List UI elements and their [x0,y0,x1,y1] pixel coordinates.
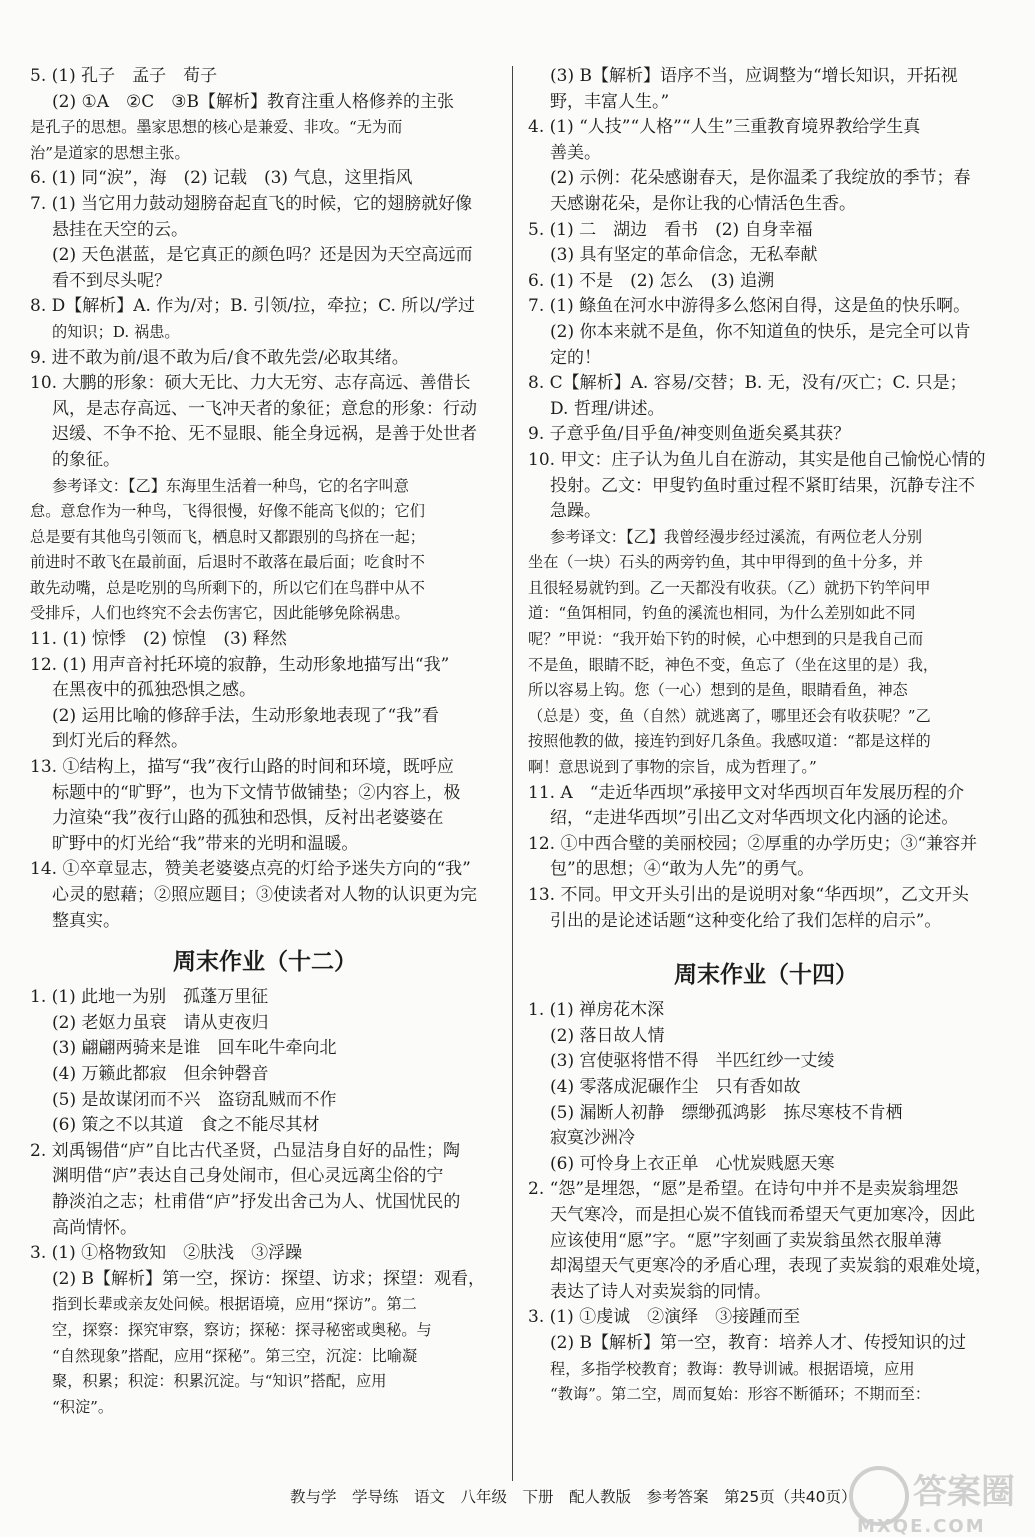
answer-line: 啊！意思说到了事物的宗旨，成为哲理了。” [528,758,817,777]
answer-line: 3. (1) ①虔诚 ②演绎 ③接踵而至 [528,1307,801,1328]
answer-line: “自然现象”搭配，应用“探秘”。第三空，沉淀：比喻凝 [52,1346,418,1365]
answer-line: 引出的是论述话题“这种变化给了我们怎样的启示”。 [550,910,942,931]
section-title-12: 周末作业（十二） [173,949,357,976]
answer-line: 敢先动嘴，总是吃别的鸟所剩下的，所以它们在鸟群中从不 [30,578,425,597]
answer-line: (6) 策之不以其道 食之不能尽其材 [52,1115,320,1136]
watermark-logo [849,1466,1025,1537]
answer-line: (2) ①A ②C ③B【解析】教育注重人格修养的主张 [52,91,454,112]
answer-line: 1. (1) 禅房花木深 [528,1000,665,1021]
answer-line: 道：“鱼饵相同，钓鱼的溪流也相同，为什么差别如此不同 [528,604,916,623]
answer-line: (2) B【解析】第一空，教育：培养人才、传授知识的过 [550,1332,966,1353]
answer-line: （总是）变，鱼（自然）就逃离了，哪里还会有收获呢？”乙 [528,706,931,725]
page-footer: 教与学 学导练 语文 八年级 下册 配人教版 参考答案 第25页（共40页） [290,1488,857,1506]
answer-line: (2) 你本来就不是鱼，你不知道鱼的快乐，是完全可以肯 [550,321,971,342]
left-column [30,64,500,1420]
answer-line: 怠。意怠作为一种鸟，飞得很慢，好像不能高飞似的；它们 [30,502,425,521]
answer-line: 的象征。 [52,449,120,470]
answer-line: 13. 不同。甲文开头引出的是说明对象“华西坝”，乙文开头 [528,885,969,905]
answer-line: 渊明借“庐”表达自己身处闹市，但心灵远离尘俗的宁 [52,1166,444,1187]
answer-line: 呢？”甲说：“我开始下钓的时候，心中想到的只是我自己而 [528,630,924,649]
answer-line: 天气寒冷，而是担心炭不值钱而希望天气更加寒冷，因此 [550,1204,975,1225]
answer-line: 11. (1) 惊悸 (2) 惊惶 (3) 释然 [30,629,287,650]
answer-line: 14. ①卒章显志，赞美老婆婆点亮的灯给予迷失方向的“我” [30,859,471,880]
answer-line: 指到长辈或亲友处问候。根据语境，应用“探访”。第二 [52,1295,417,1314]
answer-line: 善美。 [550,142,601,163]
answer-line: 参考译文：【乙】东海里生活着一种鸟，它的名字叫意 [52,476,409,495]
answer-line: 静淡泊之志；杜甫借“庐”抒发出舍己为人、忧国忧民的 [52,1191,461,1212]
answer-line: 整真实。 [52,910,120,931]
answer-line: (2) 老妪力虽衰 请从吏夜归 [52,1012,269,1033]
answer-line: 7. (1) 当它用力鼓动翅膀奋起直飞的时候，它的翅膀就好像 [30,193,473,214]
answer-line: 程，多指学校教育；教诲：教导训诫。根据语境，应用 [550,1359,915,1378]
answer-line: (5) 漏断人初静 缥缈孤鸿影 拣尽寒枝不肯栖 [550,1102,903,1123]
answer-line: 在黑夜中的孤独恐惧之感。 [52,680,256,701]
answer-line: 6. (1) 同“涙”，海 (2) 记载 (3) 气息，这里指风 [30,168,413,189]
answer-line: 的知识；D. 祸患。 [52,322,180,341]
answer-line: D. 哲理/讲述。 [550,398,665,419]
answer-line: 总是要有其他鸟引领而飞，栖息时又都跟别的鸟挤在一起； [30,527,425,546]
answer-line: 高尚情怀。 [52,1217,137,1238]
answer-line: 受排斥，人们也终究不会去伤害它，因此能够免除祸患。 [30,604,410,623]
answer-line: (4) 零落成泥碾作尘 只有香如故 [550,1076,801,1097]
answer-line: (2) 示例：花朵感谢春天，是你温柔了我绽放的季节；春 [550,168,971,189]
answer-line: 2. 刘禹锡借“庐”自比古代圣贤，凸显洁身自好的品性；陶 [30,1140,461,1161]
answer-line: 2. “怨”是埋怨，“愿”是希望。在诗句中并不是卖炭翁埋怨 [528,1179,959,1200]
answer-line: 聚，积累；积淀：积累沉淀。与“知识”搭配，应用 [52,1372,387,1391]
answer-line: (4) 万籁此都寂 但余钟磬音 [52,1063,269,1084]
answer-line: 到灯光后的释然。 [52,731,188,752]
left-answers-bottom [30,985,500,1420]
answer-line: 1. (1) 此地一为别 孤蓬万里征 [30,987,269,1008]
answer-line: (2) 运用比喻的修辞手法，生动形象地表现了“我”看 [52,705,439,726]
answer-line: 前进时不敢飞在最前面，后退时不敢落在最后面；吃食时不 [30,553,425,572]
answer-line: 看不到尽头呢？ [52,270,171,291]
answer-line: 且很轻易就钓到。乙一天都没有收获。（乙）就扔下钓竿问甲 [528,578,931,597]
answer-line: 参考译文：【乙】我曾经漫步经过溪流，有两位老人分别 [550,527,923,546]
answer-line: 是孔子的思想。墨家思想的核心是兼爱、非攻。“无为而 [30,118,403,137]
answer-line: 定的！ [550,347,601,368]
answer-line: 迟缓、不争不抢、旡不显眼、能全身远祸，是善于处世者 [52,424,477,445]
answer-line: 却渴望天气更寒冷的矛盾心理，表现了卖炭翁的艰难处境， [550,1256,992,1277]
right-answers-top [528,64,1004,934]
answer-line: 治”是道家的思想主张。 [30,143,190,162]
answer-line: (6) 可怜身上衣正单 心忧炭贱愿天寒 [550,1153,835,1174]
answer-line: 12. (1) 用声音衬托环境的寂静，生动形象地描写出“我” [30,654,450,675]
answer-line: (3) 具有坚定的革命信念，无私奉献 [550,245,818,266]
answer-line: 寂寞沙洲冷 [550,1128,635,1149]
answer-line: 9. 进不敢为前/退不敢为后/食不敢先尝/必取其绪。 [30,347,409,368]
answer-line: (3) 宫使驱将惜不得 半匹红纱一丈绫 [550,1051,835,1072]
answer-line: 旷野中的灯光给“我”带来的光明和温暖。 [52,833,359,854]
left-answers-top [30,64,500,934]
answer-line: 10. 大鹏的形象：硕大无比、力大无穷、志存高远、善借长 [30,373,471,394]
answer-line: 11. A “走近华西坝”承接甲文对华西坝百年发展历程的介 [528,782,965,803]
answer-line: (3) 翩翩两骑来是谁 回车叱牛牵向北 [52,1038,337,1059]
answer-line: 按照他教的做，接连钓到好几条鱼。我感叹道：“都是这样的 [528,732,931,751]
section-title-14: 周末作业（十四） [674,962,858,989]
answer-line: 天感谢花朵，是你让我的心情活色生香。 [550,193,856,214]
answer-line: 5. (1) 孔子 孟子 荀子 [30,66,218,86]
watermark-text: 答案圈 [913,1472,1015,1512]
answer-line: 坐在（一块）石头的两旁钓鱼，其中甲得到的鱼十分多，并 [528,553,923,572]
answer-line: 力渲染“我”夜行山路的孤独和恐惧，反衬出老婆婆在 [52,808,444,829]
answer-line: 13. ①结构上，描写“我”夜行山路的时间和环境，既呼应 [30,757,454,778]
answer-line: 心灵的慰藉；②照应题目；③使读者对人物的认识更为完 [52,885,477,905]
answer-line: 不是鱼，眼睛不眨，神色不变，鱼忘了（坐在这里的是）我， [528,655,939,674]
answer-line: 6. (1) 不是 (2) 怎么 (3) 追溯 [528,270,775,291]
answer-line: 3. (1) ①格物致知 ②肤浅 ③浮躁 [30,1243,303,1264]
answer-line: 风，是志存高远、一飞冲天者的象征；意怠的形象：行动 [52,398,477,419]
column-divider [512,66,513,1481]
answer-line: 12. ①中西合璧的美丽校园；②厚重的办学历史；③“兼容并 [528,833,978,854]
answer-line: 野，丰富人生。” [550,91,670,112]
right-column [528,64,1004,1408]
answer-line: 投射。乙文：甲叟钓鱼时重过程不紧盯结果，沉静专注不 [550,475,975,496]
answer-line: (2) B【解析】第一空，探访：探望、访求；探望：观看， [52,1268,485,1289]
answer-line: “积淀”。 [52,1397,114,1416]
answer-line: 5. (1) 二 湖边 看书 (2) 自身幸福 [528,219,813,240]
answer-line: (2) 落日故人情 [550,1025,665,1046]
answer-line: 8. D【解析】A. 作为/对；B. 引领/拉，牵拉；C. 所以/学过 [30,296,476,317]
watermark-url: MXQE.COM [857,1516,986,1537]
answer-line: 包”的思想；④“敢为人先”的勇气。 [550,859,815,880]
answer-line: “教诲”。第二空，周而复始：形容不断循环；不期而至： [550,1385,931,1404]
answer-line: 8. C【解析】A. 容易/交替；B. 无，没有/灭亡；C. 只是； [528,373,967,394]
right-answers-bottom [528,998,1004,1408]
answer-line: 空，探察：探究审察，察访；探秘：探寻秘密或奥秘。与 [52,1320,432,1339]
answer-line: 所以容易上钩。您（一心）想到的是鱼，眼睛看鱼，神态 [528,681,908,700]
answer-line: (2) 天色湛蓝，是它真正的颜色吗？还是因为天空高远而 [52,245,473,266]
answer-line: (3) B【解析】语序不当，应调整为“增长知识，开拓视 [550,66,958,86]
answer-line: 急躁。 [550,501,601,522]
answer-line: 10. 甲文：庄子认为鱼儿自在游动，其实是他自己愉悦心情的 [528,449,986,470]
answer-line: 标题中的“旷野”，也为下文情节做铺垫；②内容上，极 [52,782,461,803]
answer-line: 4. (1) “人技”“人格”“人生”三重教育境界教给学生真 [528,117,921,138]
answer-line: 9. 子意乎鱼/目乎鱼/神变则鱼逝矣奚其获？ [528,424,851,445]
answer-line: 表达了诗人对卖炭翁的同情。 [550,1281,771,1302]
answer-line: 7. (1) 鲦鱼在河水中游得多么悠闲自得，这是鱼的快乐啊。 [528,296,971,317]
answer-line: 悬挂在天空的云。 [52,219,188,240]
answer-line: (5) 是故谋闭而不兴 盗窃乱贼而不作 [52,1089,337,1110]
answer-line: 应该使用“愿”字。“愿”字刻画了卖炭翁虽然衣服单薄 [550,1230,942,1251]
answer-line: 绍，“走进华西坝”引出乙文对华西坝文化内涵的论述。 [550,808,959,829]
